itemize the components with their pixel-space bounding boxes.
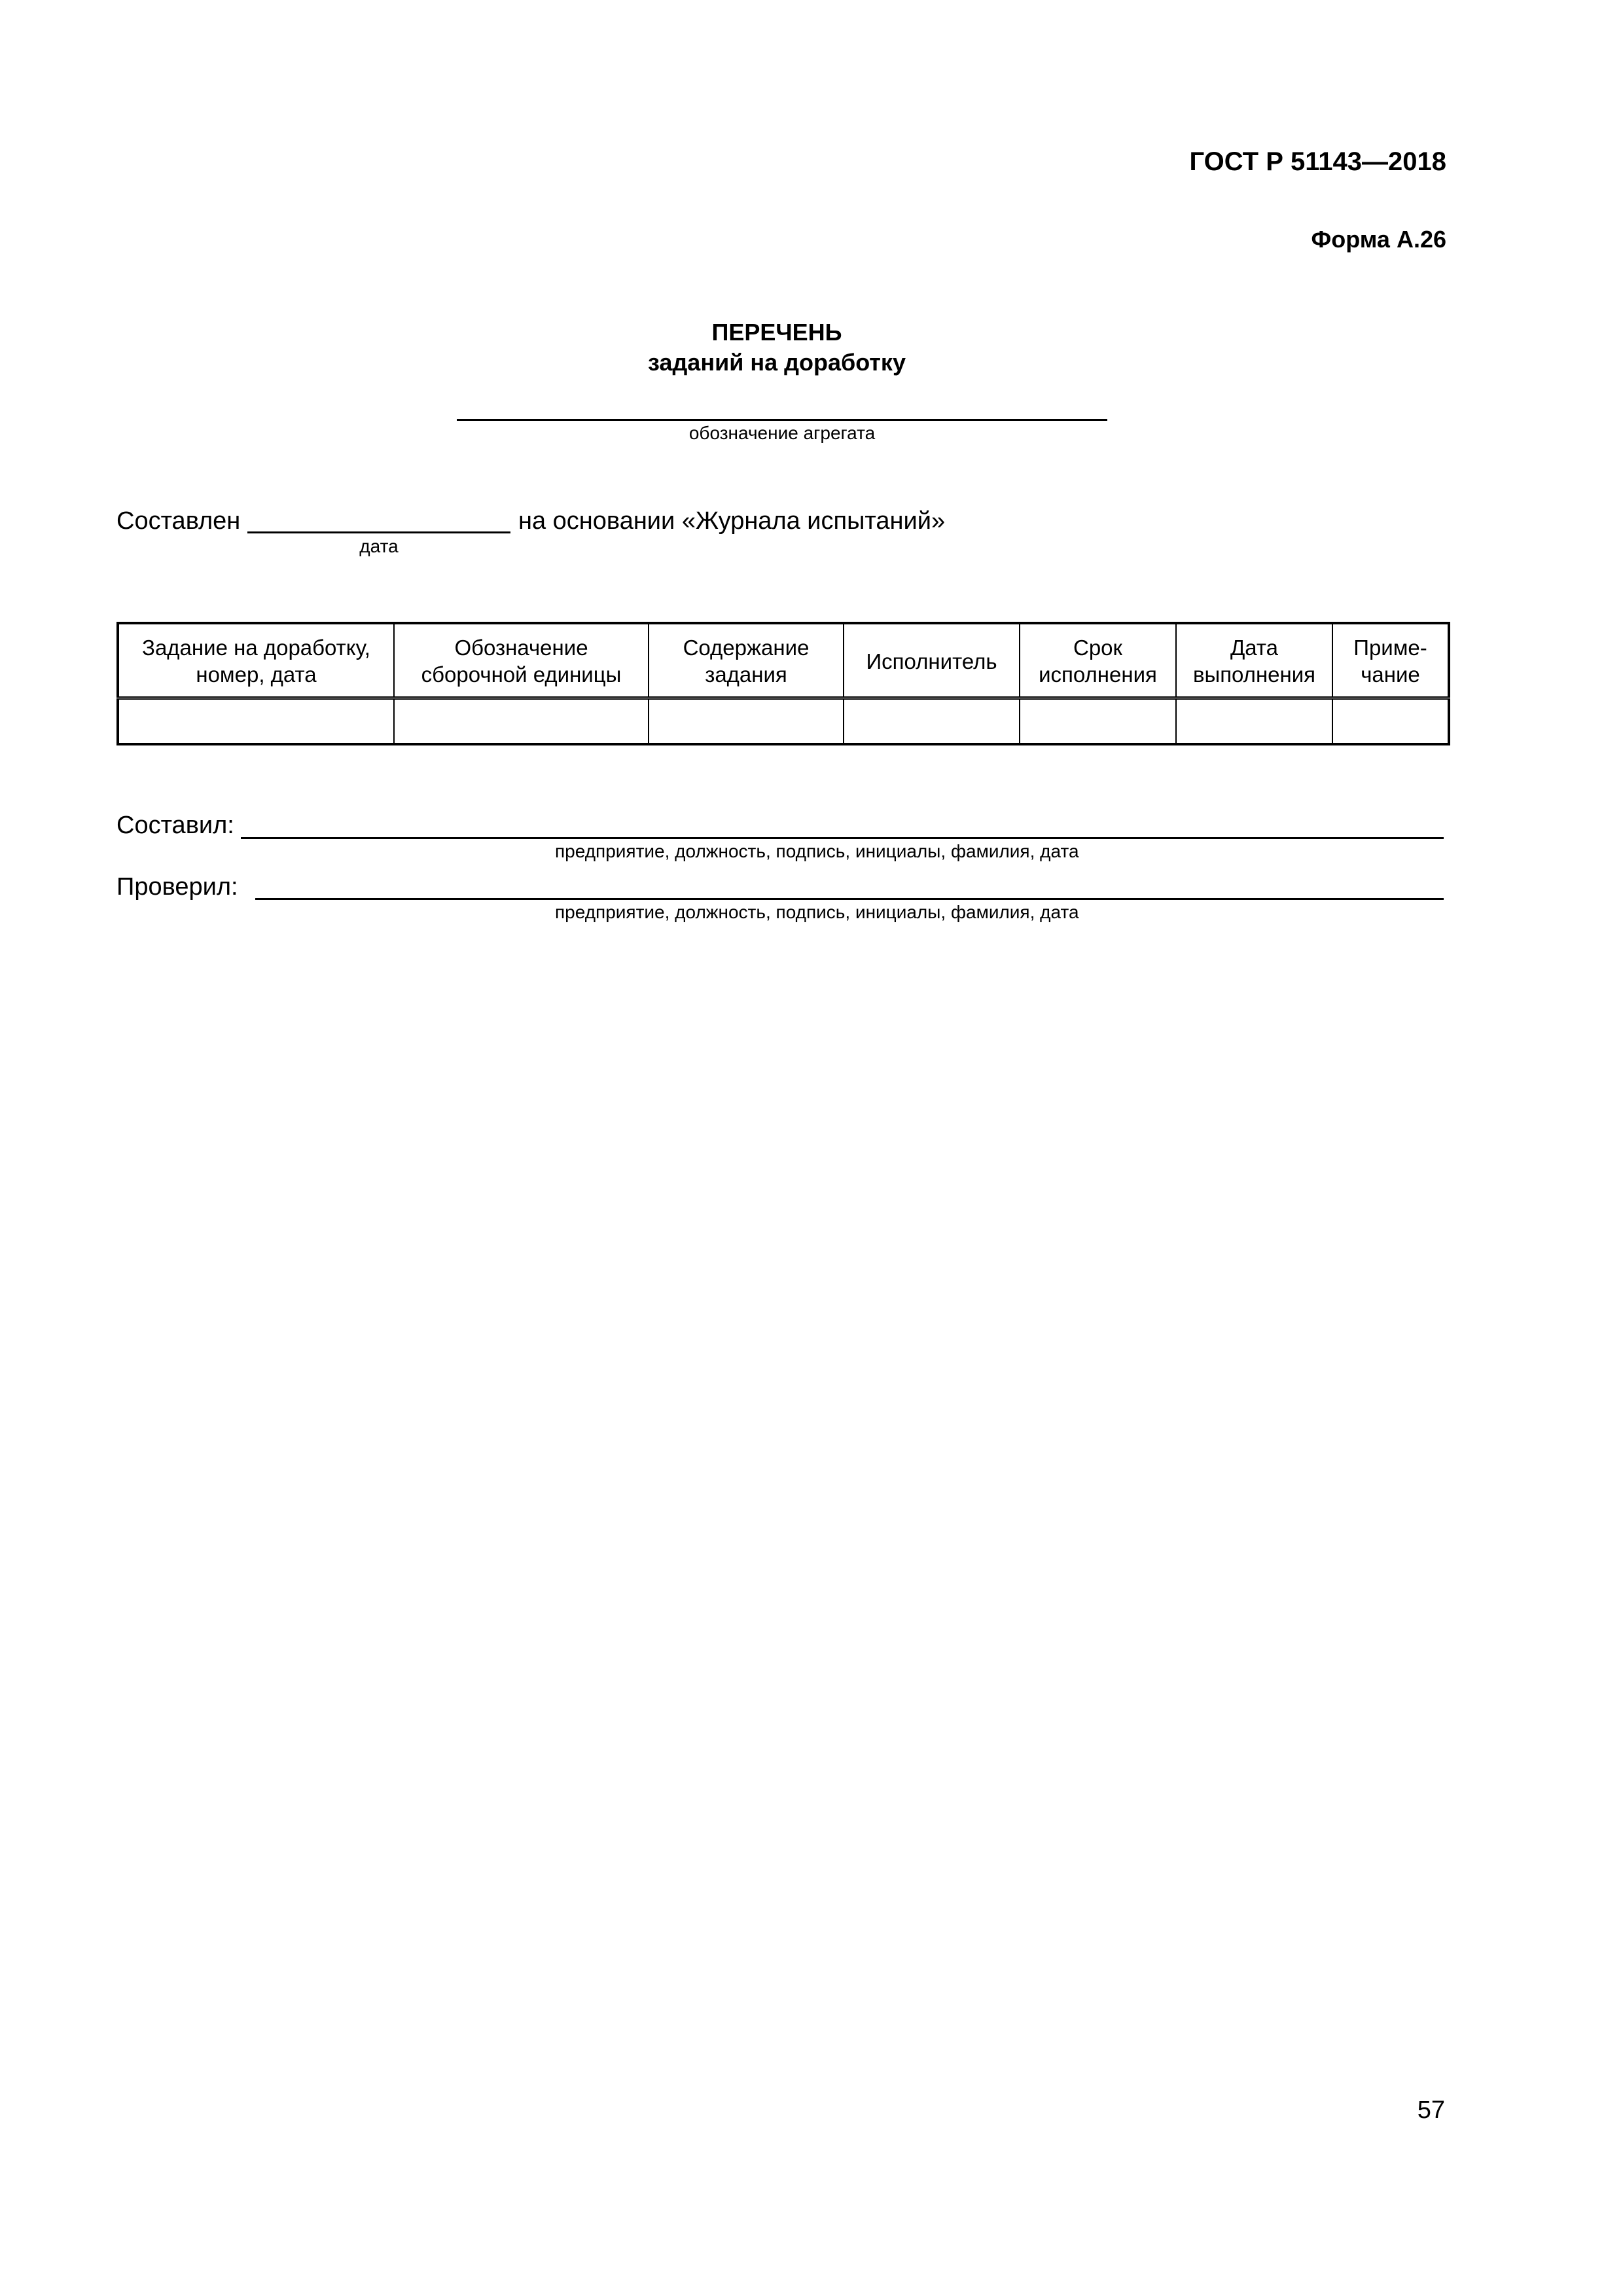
unit-designation-caption: обозначение агрегата	[688, 423, 876, 443]
checked-by-label: Проверил:	[116, 873, 238, 901]
table-row	[118, 698, 1449, 745]
checked-by-signature-line[interactable]	[255, 898, 1444, 900]
table-cell[interactable]	[1332, 698, 1449, 745]
form-number: Форма А.26	[1311, 226, 1446, 253]
compiled-by-label: Составил:	[116, 812, 234, 839]
table-cell[interactable]	[649, 698, 844, 745]
table-cell[interactable]	[394, 698, 649, 745]
document-title	[0, 317, 1554, 378]
tasks-table	[116, 622, 1450, 745]
table-cell[interactable]	[118, 698, 394, 745]
column-header-completion-date: Дата выполнения	[1176, 623, 1332, 698]
column-header-deadline: Срок исполнения	[1020, 623, 1176, 698]
table-cell[interactable]	[844, 698, 1020, 745]
checked-by-caption: предприятие, должность, подпись, инициалы, фамилия, дата	[555, 902, 1079, 922]
compiled-date-line[interactable]	[247, 531, 510, 533]
table-cell[interactable]	[1020, 698, 1176, 745]
unit-designation-line	[457, 419, 1107, 421]
column-header-note: Приме-чание	[1332, 623, 1449, 698]
compiled-by-signature-line[interactable]	[241, 837, 1444, 839]
column-header-content: Содержание задания	[649, 623, 844, 698]
compiled-suffix: на основании «Журнала испытаний»	[518, 507, 946, 535]
compiled-by-caption: предприятие, должность, подпись, инициалы, фамилия, дата	[555, 841, 1079, 861]
table-cell[interactable]	[1176, 698, 1332, 745]
column-header-executor: Исполнитель	[844, 623, 1020, 698]
compiled-date-caption: дата	[359, 536, 399, 556]
title-line-2: заданий на доработку	[648, 349, 906, 376]
column-header-task: Задание на доработку, номер, дата	[118, 623, 394, 698]
column-header-assembly: Обозначение сборочной единицы	[394, 623, 649, 698]
compiled-prefix: Составлен	[116, 507, 241, 535]
document-code: ГОСТ Р 51143—2018	[1189, 147, 1446, 176]
title-line-1: ПЕРЕЧЕНЬ	[711, 319, 842, 346]
page-number: 57	[1417, 2096, 1445, 2124]
table-header-row	[118, 623, 1449, 698]
